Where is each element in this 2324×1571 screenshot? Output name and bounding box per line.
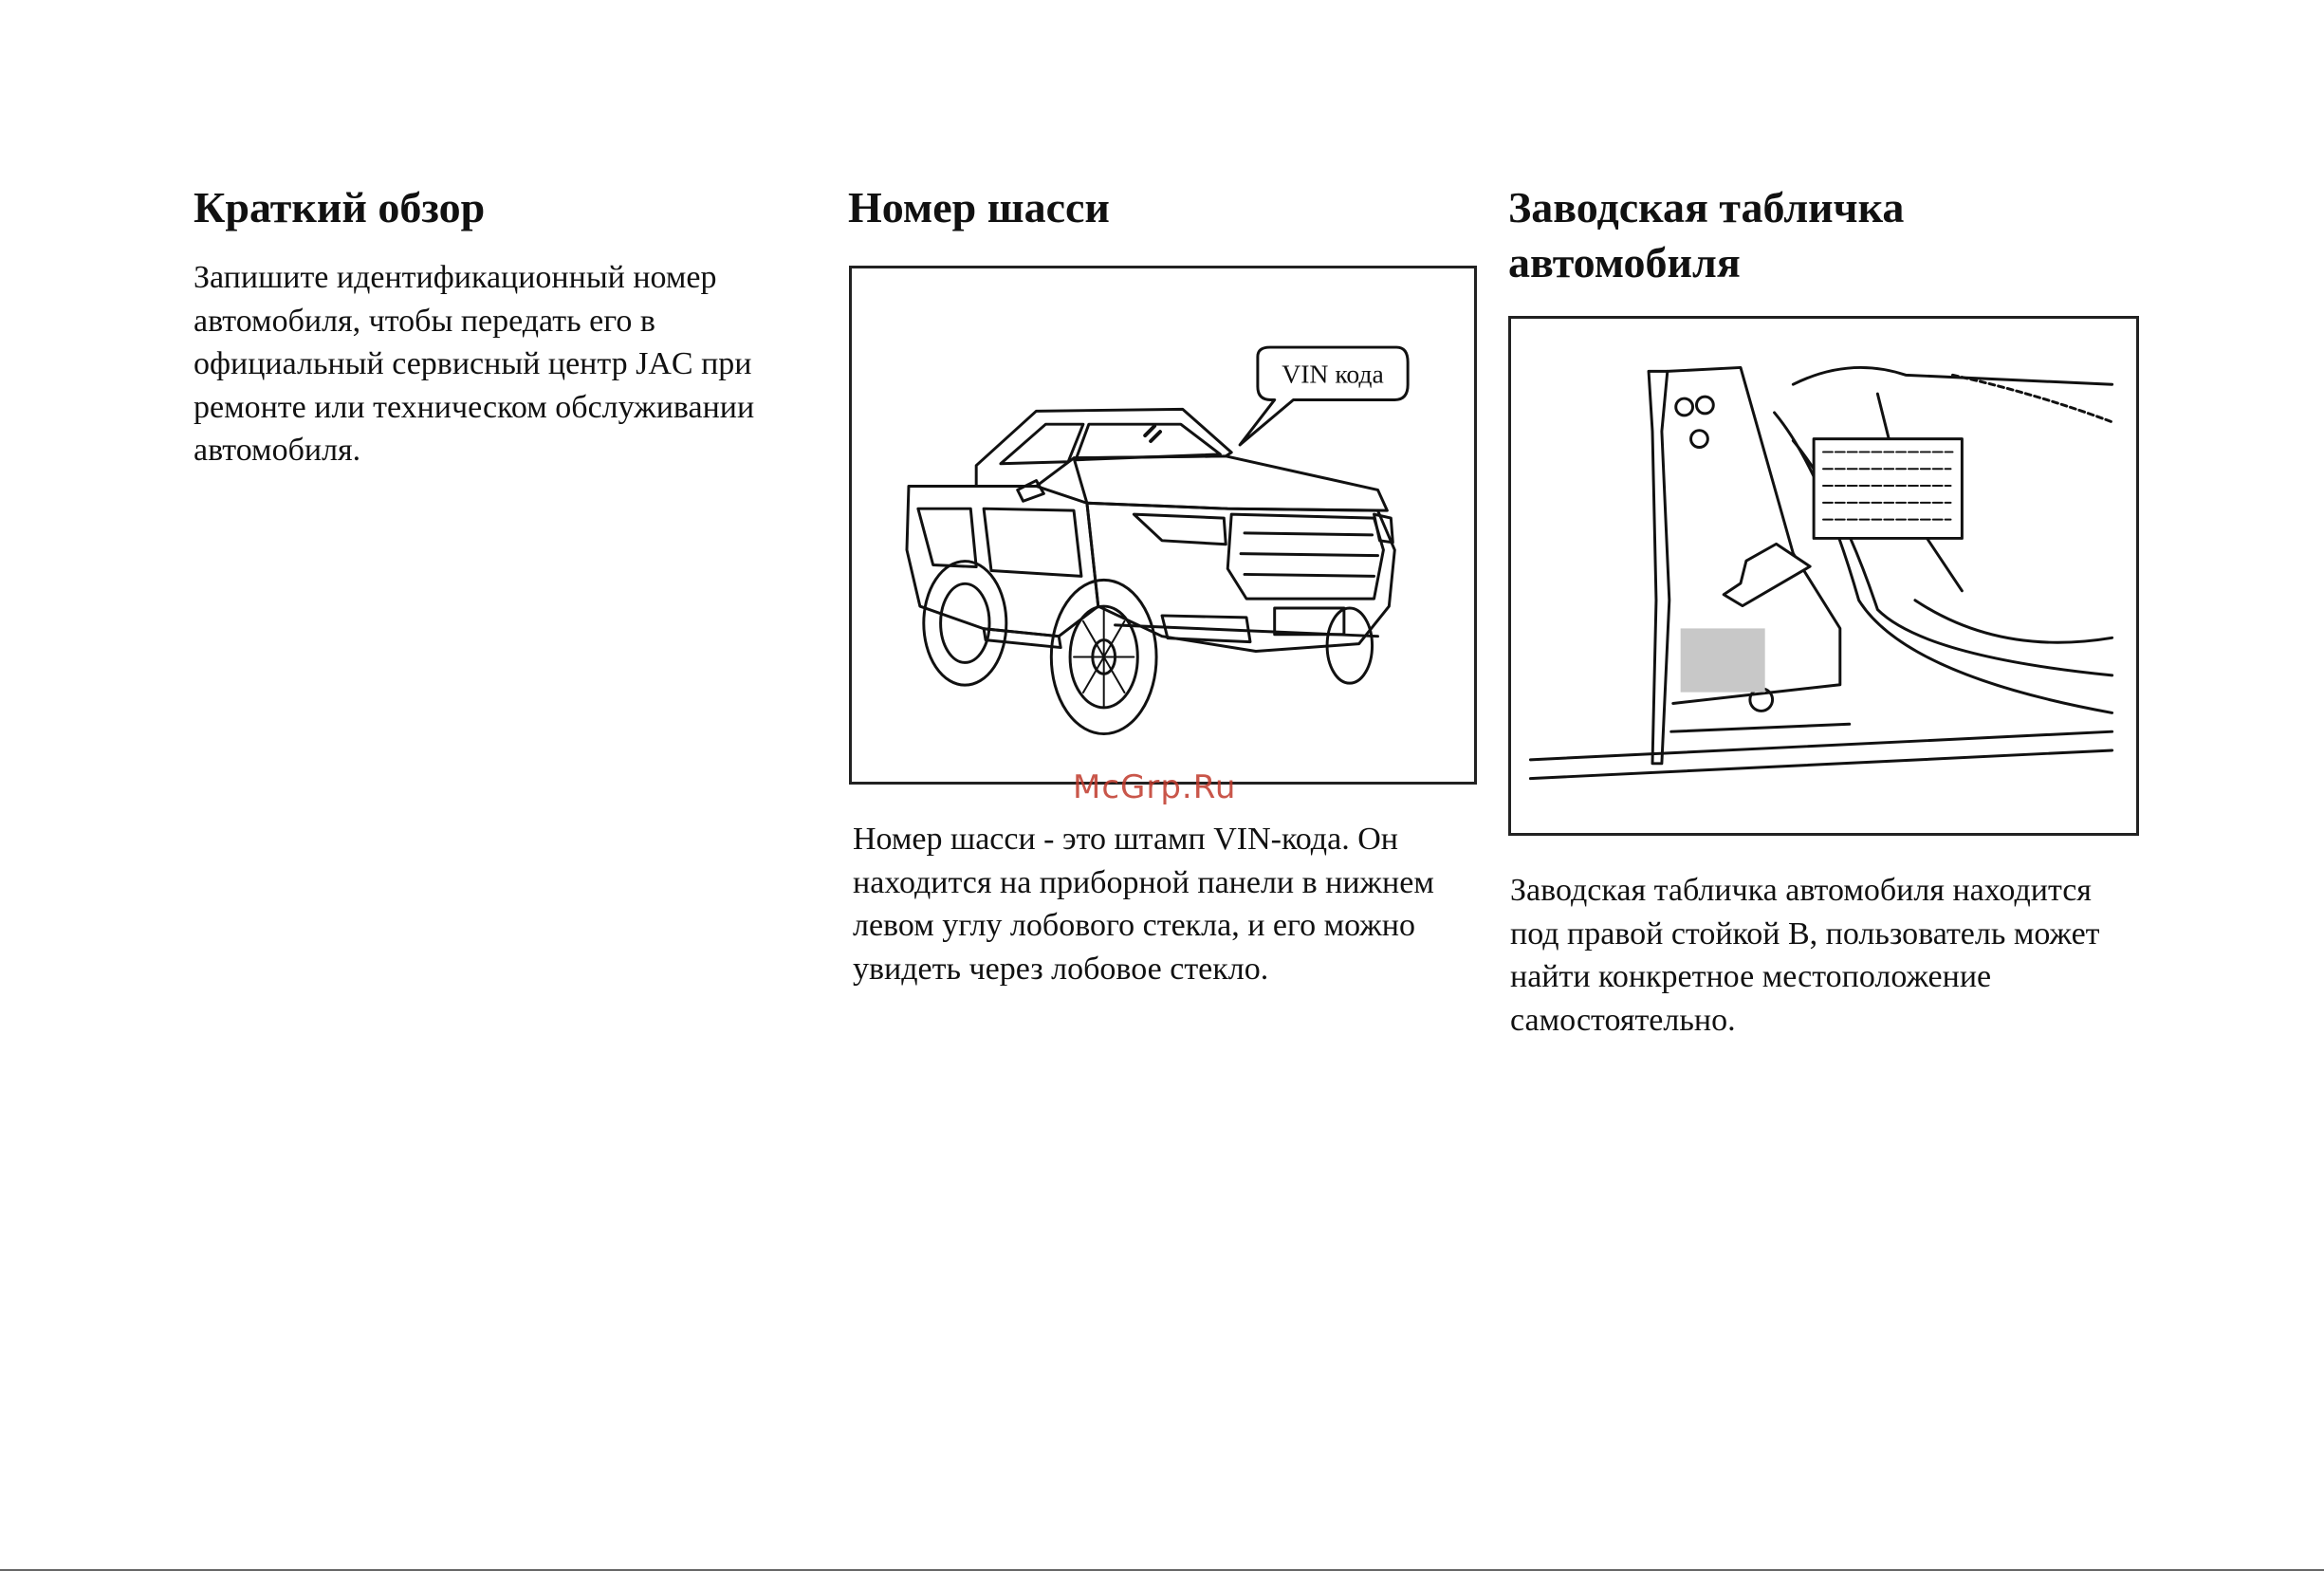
- section-plate: [1508, 180, 2138, 290]
- vin-callout-label: VIN кода: [1282, 359, 1384, 389]
- chassis-text: Номер шасси - это штамп VIN-кода. Он находится на приборной панели в нижнем левом углу лобового стекла, и его можно увидеть через лобовое стекло.: [853, 822, 1434, 987]
- section-chassis: [848, 180, 1485, 235]
- truck-illustration: [849, 266, 1477, 785]
- b-pillar-drawing: [1511, 319, 2136, 833]
- overview-text: Запишите идентификационный номер автомобиля, чтобы передать его в официальный сервисный центр JAC при ремонте или техническом обслуживании автомобиля.: [194, 260, 755, 468]
- plate-title: Заводская табличка автомобиля: [1508, 183, 1905, 286]
- watermark: McGrp.Ru: [1073, 768, 1237, 806]
- plate-location-area: [1681, 628, 1765, 692]
- section-overview: [194, 180, 782, 472]
- b-pillar-illustration: [1508, 316, 2139, 836]
- chassis-title: Номер шасси: [848, 183, 1110, 231]
- truck-drawing: [852, 268, 1474, 782]
- plate-text: Заводская табличка автомобиля находится под правой стойкой В, пользователь может найти конкретное местоположение самостоятельно.: [1510, 873, 2100, 1038]
- overview-title: Краткий обзор: [194, 183, 486, 231]
